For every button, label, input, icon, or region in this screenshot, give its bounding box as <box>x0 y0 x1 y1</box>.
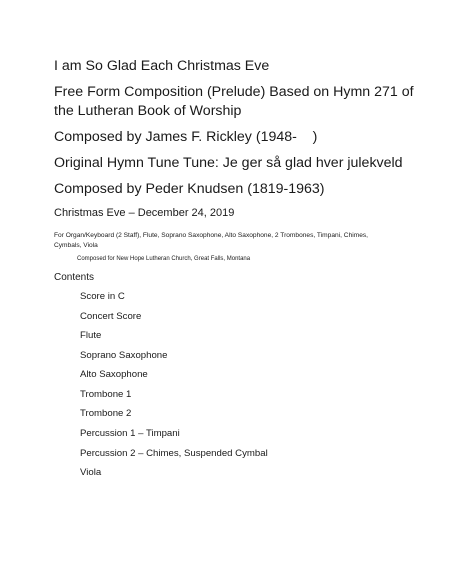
contents-item: Concert Score <box>80 310 142 322</box>
contents-list <box>54 290 434 479</box>
document-subtitle: Free Form Composition (Prelude) Based on Hymn 271 of the Lutheran Book of Worship <box>54 84 414 119</box>
contents-item: Viola <box>80 467 102 479</box>
document-body <box>54 57 434 486</box>
contents-item: Percussion 1 – Timpani <box>80 428 180 440</box>
commission-line: Composed for New Hope Lutheran Church, Great Falls, Montana <box>77 256 251 263</box>
original-tune-line: Original Hymn Tune Tune: Je ger så glad hver julekveld <box>54 155 403 171</box>
contents-item: Soprano Saxophone <box>80 349 168 361</box>
contents-item: Trombone 2 <box>80 408 132 420</box>
contents-item: Trombone 1 <box>80 388 132 400</box>
contents-heading: Contents <box>54 272 95 284</box>
tune-composer-line: Composed by Peder Knudsen (1819-1963) <box>54 181 325 197</box>
composer-line: Composed by James F. Rickley (1948- ) <box>54 129 318 145</box>
contents-item: Flute <box>80 330 102 342</box>
document-title: I am So Glad Each Christmas Eve <box>54 58 270 74</box>
contents-item: Score in C <box>80 291 125 303</box>
instrumentation-line: For Organ/Keyboard (2 Staff), Flute, Soprano Saxophone, Alto Saxophone, 2 Trombones, Timpani, Chimes, Cymbals, Viola <box>54 232 368 249</box>
contents-item: Alto Saxophone <box>80 369 148 381</box>
date-line: Christmas Eve – December 24, 2019 <box>54 207 235 219</box>
contents-item: Percussion 2 – Chimes, Suspended Cymbal <box>80 447 268 459</box>
